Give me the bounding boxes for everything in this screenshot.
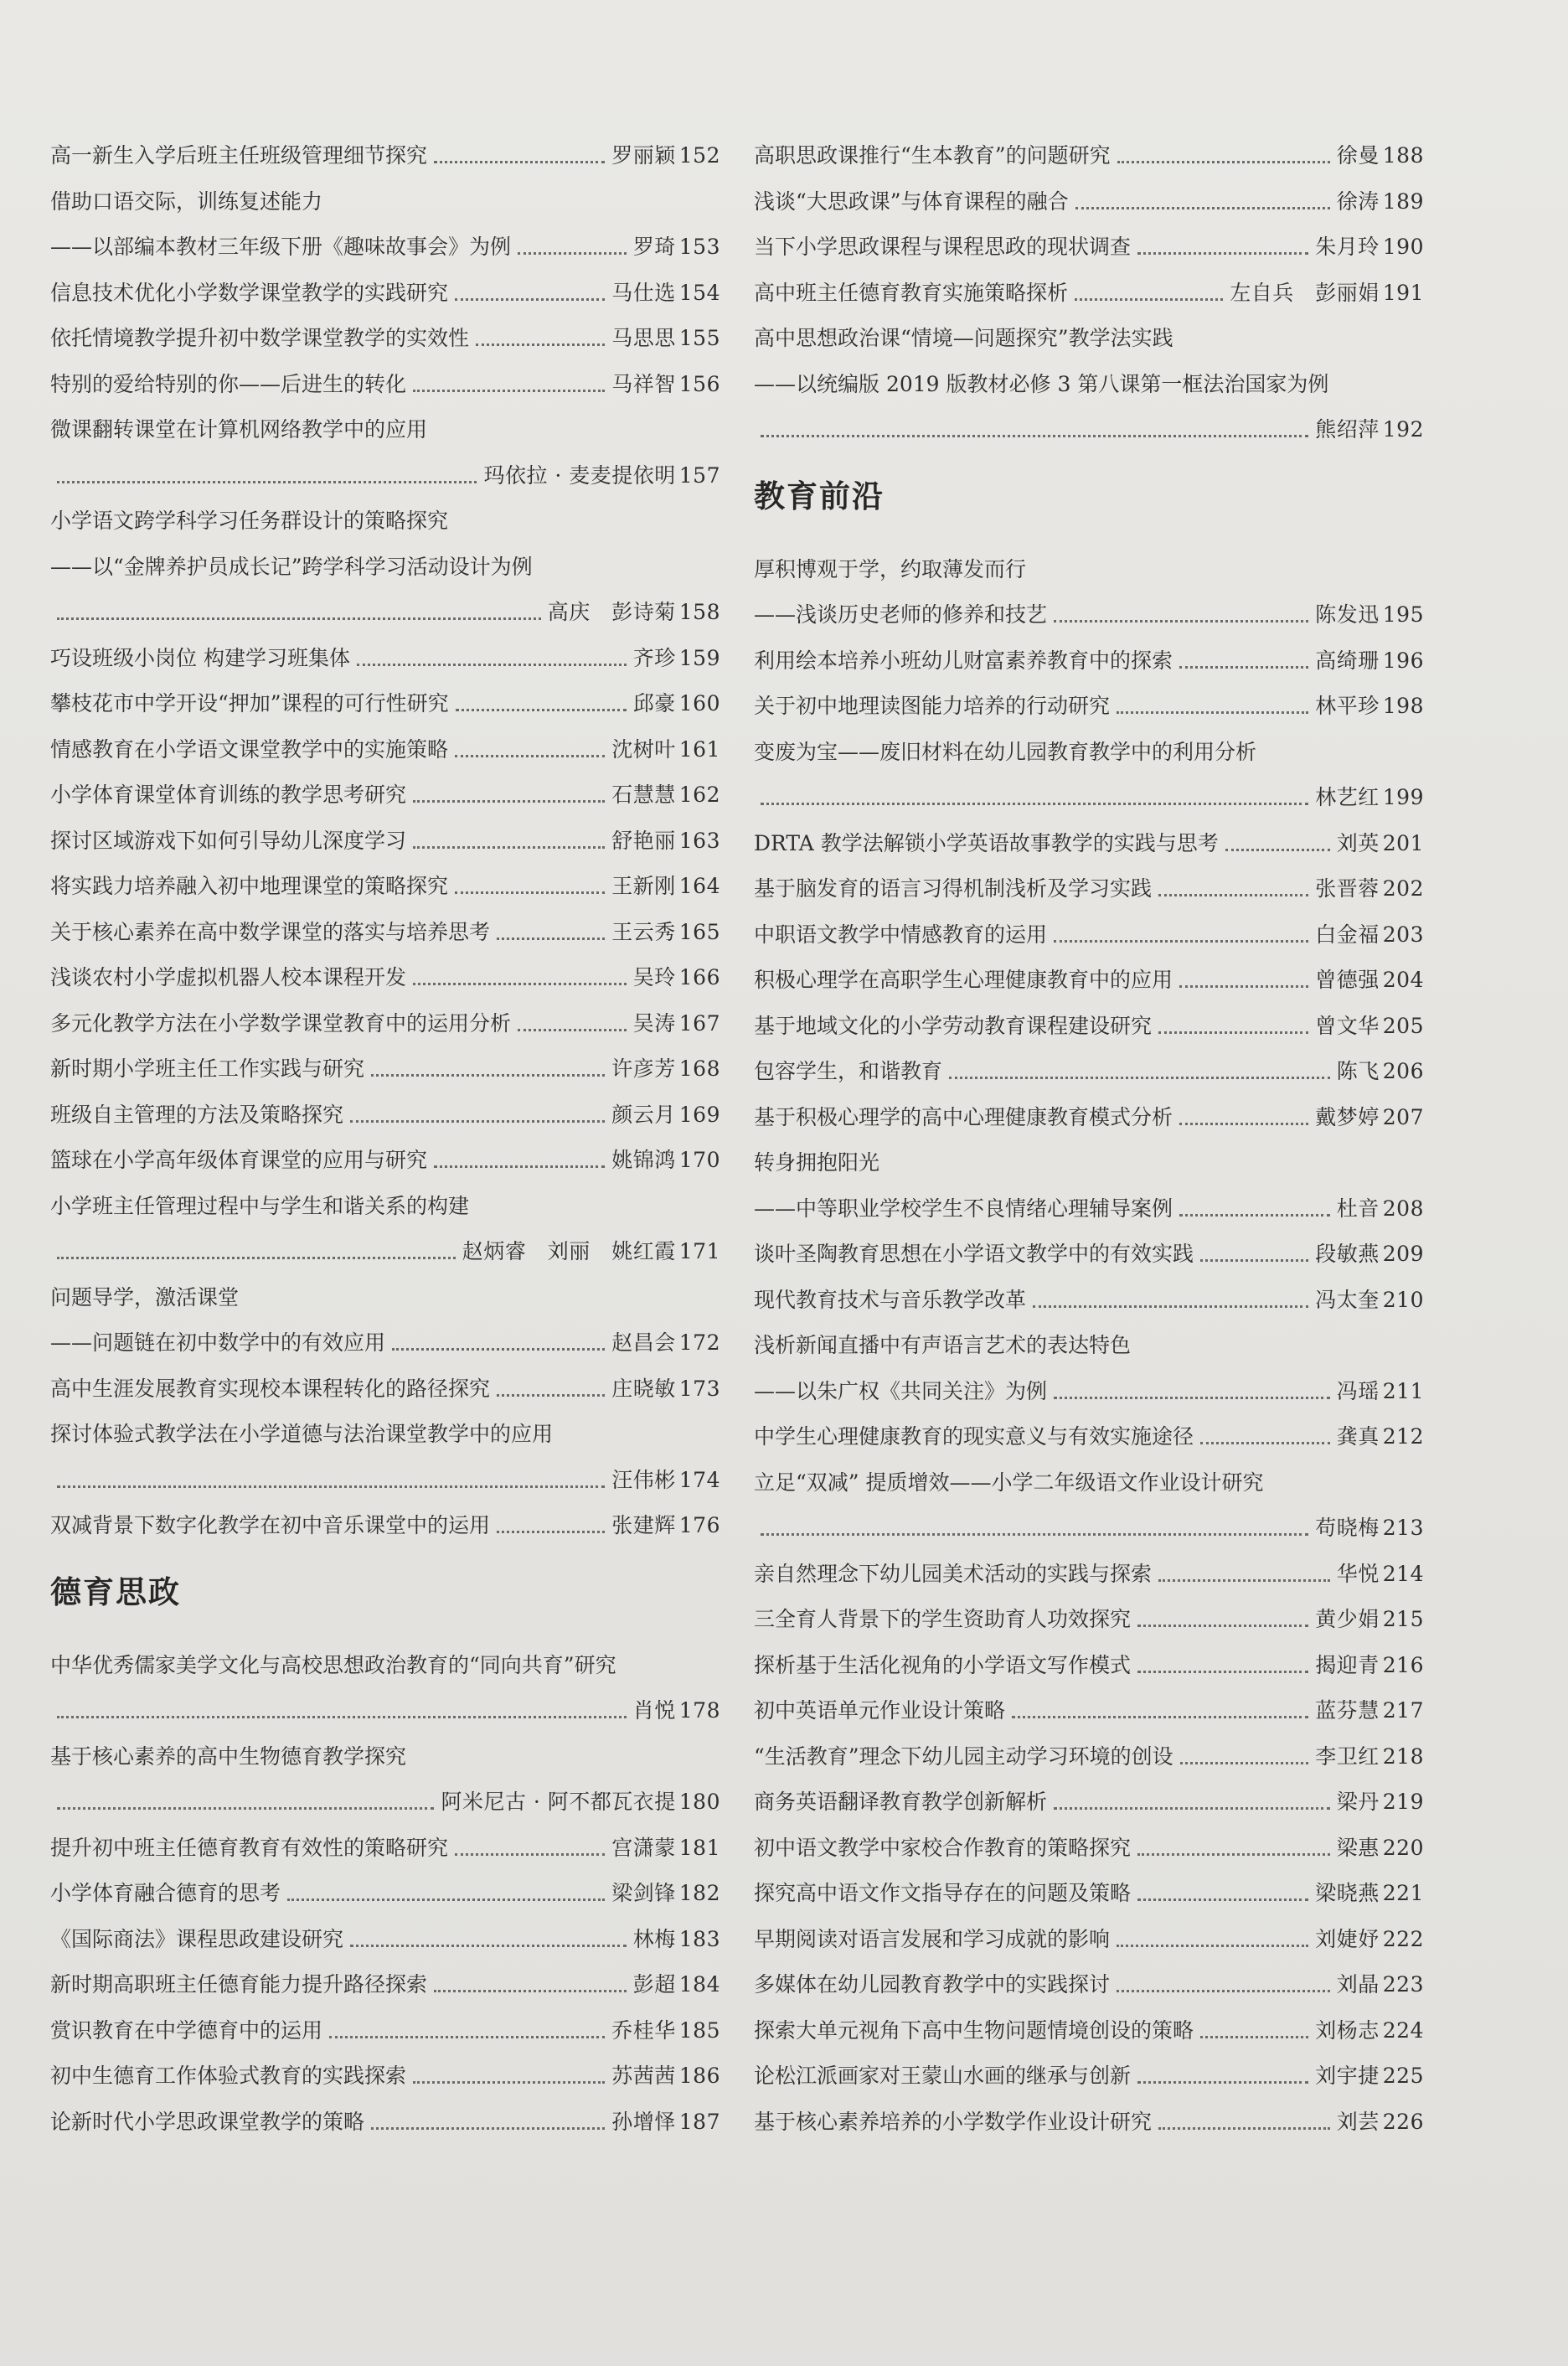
leader-dots: [1158, 894, 1308, 896]
leader-dots: [1158, 2127, 1330, 2130]
entry-author: 朱月玲: [1315, 235, 1380, 259]
entry-title: 基于积极心理学的高中心理健康教育模式分析: [754, 1104, 1173, 1129]
entry-author: 许彦芳: [611, 1056, 676, 1081]
entry-page-number: 165: [678, 919, 720, 944]
entry-title: 赏识教育在中学德育中的运用: [50, 2017, 323, 2043]
leader-dots: [518, 1029, 627, 1031]
entry-page-number: 185: [678, 2017, 720, 2043]
leader-dots: [1200, 1442, 1330, 1444]
leader-dots: [455, 298, 605, 301]
entry-page-number: 218: [1382, 1744, 1424, 1769]
entry-title: DRTA 教学法解锁小学英语故事教学的实践与思考: [754, 830, 1219, 855]
leader-dots: [413, 390, 605, 392]
leader-dots: [57, 1716, 627, 1718]
entry-page-number: 181: [678, 1835, 720, 1860]
entry-author: 汪伟彬: [611, 1467, 676, 1492]
leader-dots: [1137, 1898, 1308, 1901]
entry-page-number: 208: [1382, 1196, 1424, 1221]
entry-author: 马祥智: [611, 371, 676, 396]
entry-subtitle: ——以朱广权《共同关注》为例: [754, 1378, 1048, 1403]
entry-page-number: 219: [1382, 1790, 1424, 1814]
entry-author: 赵炳睿 刘丽 姚红霞: [462, 1239, 676, 1263]
entry-title: 中学生心理健康教育的现实意义与有效实施途径: [754, 1424, 1194, 1449]
leader-dots: [455, 1853, 605, 1856]
entry-title: 班级自主管理的方法及策略探究: [50, 1102, 344, 1127]
entry-page-number: 199: [1382, 785, 1424, 809]
entry-title: 高中班主任德育教育实施策略探析: [754, 280, 1069, 305]
entry-author: 苟晓梅: [1315, 1516, 1380, 1540]
section-heading: 德育思政: [50, 1573, 181, 1610]
entry-title: 《国际商法》课程思政建设研究: [50, 1926, 344, 1951]
entry-author: 左自兵 彭丽娟: [1230, 280, 1380, 305]
entry-author: 沈树叶: [611, 736, 676, 762]
leader-dots: [1075, 298, 1223, 301]
entry-author: 梁剑锋: [611, 1881, 676, 1905]
entry-title: 亲自然理念下幼儿园美术活动的实践与探索: [754, 1561, 1153, 1586]
entry-title: 初中英语单元作业设计策略: [754, 1698, 1006, 1723]
entry-title: 三全育人背景下的学生资助育人功效探究: [754, 1607, 1132, 1631]
entry-author: 乔桂华: [611, 2017, 676, 2043]
entry-author: 孙增怿: [611, 2109, 676, 2134]
entry-page-number: 174: [678, 1467, 720, 1492]
leader-dots: [413, 800, 605, 803]
entry-title: 浅谈“大思政课”与体育课程的融合: [754, 189, 1069, 214]
entry-page-number: 224: [1382, 2017, 1424, 2043]
leader-dots: [1179, 666, 1308, 669]
leader-dots: [350, 1120, 605, 1123]
entry-page-number: 178: [678, 1698, 720, 1723]
entry-page-number: 156: [678, 371, 720, 396]
leader-dots: [57, 617, 541, 620]
entry-author: 张晋蓉: [1315, 876, 1380, 901]
entry-page-number: 161: [678, 736, 720, 762]
leader-dots: [761, 435, 1308, 437]
leader-dots: [371, 1074, 605, 1077]
leader-dots: [1179, 1123, 1308, 1125]
entry-author: 马仕选: [611, 280, 676, 305]
leader-dots: [357, 664, 627, 666]
entry-author: 彭超: [632, 1972, 676, 1997]
entry-author: 马思思: [611, 326, 676, 350]
entry-author: 徐涛: [1336, 189, 1380, 214]
leader-dots: [287, 1898, 605, 1901]
entry-author: 高庆 彭诗菊: [547, 600, 676, 624]
entry-author: 吴玲: [632, 965, 676, 989]
entry-title: 包容学生，和谐教育: [754, 1059, 943, 1083]
entry-page-number: 172: [678, 1330, 720, 1355]
entry-title: 探析基于生活化视角的小学语文写作模式: [754, 1652, 1132, 1677]
entry-author: 林梅: [632, 1926, 676, 1951]
entry-title: 立足“双减” 提质增效——小学二年级语文作业设计研究: [754, 1470, 1264, 1495]
entry-page-number: 201: [1382, 830, 1424, 855]
entry-subtitle: ——以“金牌养护员成长记”跨学科学习活动设计为例: [50, 554, 533, 579]
leader-dots: [1137, 252, 1308, 255]
entry-title: 攀枝花市中学开设“押加”课程的可行性研究: [50, 691, 449, 715]
entry-page-number: 211: [1382, 1378, 1424, 1403]
entry-author: 白金福: [1315, 922, 1380, 947]
entry-page-number: 223: [1382, 1972, 1424, 1997]
entry-author: 赵昌会: [611, 1330, 676, 1355]
entry-title: 问题导学，激活课堂: [50, 1284, 240, 1310]
leader-dots: [1117, 1990, 1330, 1992]
entry-title: 商务英语翻译教育教学创新解析: [754, 1790, 1048, 1814]
entry-title: 浅谈农村小学虚拟机器人校本课程开发: [50, 965, 407, 989]
leader-dots: [497, 1394, 605, 1397]
entry-page-number: 159: [678, 645, 720, 670]
entry-title: 变废为宝——废旧材料在幼儿园教育教学中的利用分析: [754, 739, 1257, 764]
entry-title: 多元化教学方法在小学数学课堂教育中的运用分析: [50, 1010, 512, 1036]
entry-title: 浅析新闻直播中有声语言艺术的表达特色: [754, 1333, 1132, 1357]
entry-page-number: 168: [678, 1056, 720, 1081]
entry-author: 林艺红: [1315, 785, 1380, 809]
entry-author: 熊绍萍: [1315, 417, 1380, 442]
entry-subtitle: ——浅谈历史老师的修养和技艺: [754, 602, 1048, 627]
entry-page-number: 173: [678, 1376, 720, 1401]
entry-author: 玛依拉 · 麦麦提依明: [483, 462, 676, 488]
entry-title: 高职思政课推行“生本教育”的问题研究: [754, 143, 1111, 168]
entry-page-number: 183: [678, 1926, 720, 1951]
entry-title: 基于地域文化的小学劳动教育课程建设研究: [754, 1013, 1153, 1038]
entry-author: 刘婕妤: [1315, 1926, 1380, 1951]
entry-page-number: 220: [1382, 1835, 1424, 1860]
entry-title: 小学体育融合德育的思考: [50, 1881, 281, 1905]
entry-title: 利用绘本培养小班幼儿财富素养教育中的探索: [754, 648, 1173, 673]
leader-dots: [476, 344, 605, 346]
entry-author: 刘宇捷: [1315, 2064, 1380, 2088]
leader-dots: [392, 1348, 605, 1351]
entry-title: 将实践力培养融入初中地理课堂的策略探究: [50, 874, 449, 898]
entry-author: 颜云月: [611, 1102, 676, 1127]
entry-author: 邱豪: [632, 691, 676, 715]
entry-title: 基于脑发育的语言习得机制浅析及学习实践: [754, 876, 1153, 901]
entry-title: 提升初中班主任德育教育有效性的策略研究: [50, 1835, 449, 1860]
entry-title: 探究高中语文作文指导存在的问题及策略: [754, 1881, 1132, 1905]
entry-title: 关于初中地理读图能力培养的行动研究: [754, 694, 1111, 718]
entry-title: 新时期小学班主任工作实践与研究: [50, 1056, 365, 1081]
entry-page-number: 215: [1382, 1607, 1424, 1631]
entry-author: 冯太奎: [1315, 1287, 1380, 1312]
leader-dots: [497, 1531, 605, 1533]
entry-author: 罗琦: [632, 235, 676, 259]
leader-dots: [497, 938, 605, 940]
entry-title: 探讨区域游戏下如何引导幼儿深度学习: [50, 828, 407, 853]
entry-author: 肖悦: [632, 1698, 676, 1723]
leader-dots: [1054, 1807, 1330, 1810]
entry-author: 王新刚: [611, 874, 676, 898]
entry-title: 当下小学思政课程与课程思政的现状调查: [754, 235, 1132, 259]
entry-author: 庄晓敏: [611, 1376, 676, 1401]
entry-title: 基于核心素养培养的小学数学作业设计研究: [754, 2109, 1153, 2134]
entry-page-number: 190: [1382, 235, 1424, 259]
entry-page-number: 217: [1382, 1698, 1424, 1723]
leader-dots: [57, 1807, 434, 1810]
entry-author: 王云秀: [611, 919, 676, 944]
entry-author: 罗丽颖: [611, 143, 676, 168]
entry-title: 初中生德育工作体验式教育的实践探索: [50, 2064, 407, 2088]
entry-author: 曾文华: [1315, 1013, 1380, 1038]
leader-dots: [434, 1990, 627, 1992]
entry-title: 探索大单元视角下高中生物问题情境创设的策略: [754, 2017, 1194, 2043]
entry-page-number: 202: [1382, 876, 1424, 901]
entry-page-number: 191: [1382, 280, 1424, 305]
entry-title: 小学班主任管理过程中与学生和谐关系的构建: [50, 1193, 470, 1218]
leader-dots: [1158, 1579, 1330, 1582]
entry-page-number: 152: [678, 143, 720, 168]
entry-page-number: 184: [678, 1972, 720, 1997]
entry-author: 揭迎青: [1315, 1652, 1380, 1677]
entry-author: 杜音: [1336, 1196, 1380, 1221]
leader-dots: [456, 709, 627, 711]
leader-dots: [57, 1257, 456, 1259]
leader-dots: [434, 1165, 605, 1168]
leader-dots: [371, 2127, 605, 2130]
entry-title: 多媒体在幼儿园教育教学中的实践探讨: [754, 1972, 1111, 1997]
entry-page-number: 158: [678, 600, 720, 624]
entry-author: 阿米尼古 · 阿不都瓦衣提: [441, 1790, 676, 1814]
entry-page-number: 170: [678, 1148, 720, 1172]
leader-dots: [1054, 940, 1308, 943]
entry-author: 徐曼: [1336, 143, 1380, 168]
entry-page-number: 162: [678, 783, 720, 807]
entry-author: 陈发迅: [1315, 602, 1380, 627]
entry-subtitle: ——以统编版 2019 版教材必修 3 第八课第一框法治国家为例: [754, 371, 1329, 396]
entry-page-number: 155: [678, 326, 720, 350]
leader-dots: [455, 755, 605, 757]
leader-dots: [413, 983, 627, 985]
entry-page-number: 166: [678, 965, 720, 989]
entry-page-number: 195: [1382, 602, 1424, 627]
entry-author: 林平珍: [1315, 694, 1380, 718]
leader-dots: [761, 803, 1308, 805]
entry-title: 高一新生入学后班主任班级管理细节探究: [50, 143, 428, 168]
entry-page-number: 225: [1382, 2064, 1424, 2088]
entry-page-number: 214: [1382, 1561, 1424, 1586]
entry-page-number: 160: [678, 691, 720, 715]
section-heading: 教育前沿: [754, 478, 885, 514]
entry-author: 冯瑶: [1336, 1378, 1380, 1403]
leader-dots: [949, 1077, 1330, 1079]
entry-title: 小学体育课堂体育训练的教学思考研究: [50, 783, 407, 807]
leader-dots: [350, 1945, 627, 1947]
entry-title: 巧设班级小岗位 构建学习班集体: [50, 645, 350, 670]
leader-dots: [1200, 1259, 1308, 1262]
entry-title: 论松江派画家对王蒙山水画的继承与创新: [754, 2064, 1132, 2088]
leader-dots: [1117, 711, 1308, 714]
leader-dots: [1179, 1214, 1330, 1217]
entry-title: 双减背景下数字化教学在初中音乐课堂中的运用: [50, 1513, 491, 1537]
entry-title: 转身拥抱阳光: [754, 1150, 880, 1175]
leader-dots: [57, 1485, 605, 1488]
entry-author: 曾德强: [1315, 968, 1380, 992]
leader-dots: [1075, 207, 1330, 209]
entry-author: 高绮珊: [1315, 648, 1380, 673]
entry-title: 现代教育技术与音乐教学改革: [754, 1287, 1027, 1312]
leader-dots: [434, 161, 605, 163]
leader-dots: [413, 2081, 605, 2084]
entry-title: 高中生涯发展教育实现校本课程转化的路径探究: [50, 1376, 491, 1401]
entry-page-number: 205: [1382, 1013, 1424, 1038]
entry-page-number: 196: [1382, 648, 1424, 673]
leader-dots: [1137, 2081, 1308, 2084]
entry-subtitle: ——问题链在初中数学中的有效应用: [50, 1330, 386, 1355]
leader-dots: [1225, 849, 1330, 851]
leader-dots: [1054, 1397, 1330, 1399]
entry-author: 李卫红: [1315, 1744, 1380, 1769]
entry-author: 梁晓燕: [1315, 1881, 1380, 1905]
entry-title: 早期阅读对语言发展和学习成就的影响: [754, 1926, 1111, 1951]
leader-dots: [1137, 1625, 1308, 1627]
leader-dots: [1200, 2036, 1308, 2038]
entry-page-number: 167: [678, 1010, 720, 1036]
entry-author: 刘杨志: [1315, 2017, 1380, 2043]
entry-author: 吴涛: [632, 1010, 676, 1036]
entry-title: 积极心理学在高职学生心理健康教育中的应用: [754, 968, 1173, 992]
leader-dots: [1180, 1762, 1309, 1764]
entry-page-number: 198: [1382, 694, 1424, 718]
leader-dots: [1158, 1031, 1308, 1034]
entry-title: 关于核心素养在高中数学课堂的落实与培养思考: [50, 919, 491, 944]
leader-dots: [761, 1533, 1308, 1536]
entry-subtitle: ——以部编本教材三年级下册《趣味故事会》为例: [50, 235, 512, 259]
entry-page-number: 222: [1382, 1926, 1424, 1951]
entry-title: 初中语文教学中家校合作教育的策略探究: [754, 1835, 1132, 1860]
entry-author: 刘英: [1336, 830, 1380, 855]
entry-page-number: 204: [1382, 968, 1424, 992]
entry-author: 姚锦鸿: [611, 1148, 676, 1172]
leader-dots: [1117, 1945, 1308, 1947]
entry-page-number: 176: [678, 1513, 720, 1537]
entry-author: 龚真: [1336, 1424, 1380, 1449]
entry-author: 梁丹: [1336, 1790, 1380, 1814]
entry-title: 篮球在小学高年级体育课堂的应用与研究: [50, 1148, 428, 1172]
entry-page-number: 206: [1382, 1059, 1424, 1083]
entry-author: 华悦: [1336, 1561, 1380, 1586]
leader-dots: [1179, 985, 1308, 988]
leader-dots: [1012, 1716, 1308, 1718]
entry-title: 情感教育在小学语文课堂教学中的实施策略: [50, 736, 449, 762]
entry-author: 段敏燕: [1315, 1242, 1380, 1266]
entry-page-number: 164: [678, 874, 720, 898]
entry-title: “生活教育”理念下幼儿园主动学习环境的创设: [754, 1744, 1173, 1769]
entry-page-number: 153: [678, 235, 720, 259]
entry-page-number: 207: [1382, 1104, 1424, 1129]
entry-page-number: 192: [1382, 417, 1424, 442]
entry-author: 齐珍: [632, 645, 676, 670]
entry-title: 新时期高职班主任德育能力提升路径探索: [50, 1972, 428, 1997]
entry-title: 微课翻转课堂在计算机网络教学中的应用: [50, 417, 428, 442]
entry-page-number: 188: [1382, 143, 1424, 168]
entry-page-number: 180: [678, 1790, 720, 1814]
entry-page-number: 216: [1382, 1652, 1424, 1677]
entry-title: 信息技术优化小学数学课堂教学的实践研究: [50, 280, 449, 305]
leader-dots: [1054, 620, 1308, 622]
entry-page-number: 221: [1382, 1881, 1424, 1905]
leader-dots: [329, 2036, 605, 2038]
entry-page-number: 212: [1382, 1424, 1424, 1449]
leader-dots: [413, 846, 605, 849]
entry-author: 戴梦婷: [1315, 1104, 1380, 1129]
entry-author: 张建辉: [611, 1513, 676, 1537]
entry-page-number: 169: [678, 1102, 720, 1127]
leader-dots: [1137, 1671, 1308, 1673]
entry-author: 蓝芬慧: [1315, 1698, 1380, 1723]
entry-author: 刘晶: [1336, 1972, 1380, 1997]
entry-title: 基于核心素养的高中生物德育教学探究: [50, 1744, 407, 1769]
entry-author: 苏茜茜: [611, 2064, 676, 2088]
entry-page-number: 157: [678, 462, 720, 488]
entry-page-number: 182: [678, 1881, 720, 1905]
entry-title: 特别的爱给特别的你——后进生的转化: [50, 371, 407, 396]
entry-page-number: 213: [1382, 1516, 1424, 1540]
entry-subtitle: ——中等职业学校学生不良情绪心理辅导案例: [754, 1196, 1173, 1221]
entry-page-number: 163: [678, 828, 720, 853]
entry-author: 宫潇蒙: [611, 1835, 676, 1860]
entry-author: 梁惠: [1336, 1835, 1380, 1860]
entry-title: 借助口语交际，训练复述能力: [50, 189, 323, 214]
entry-title: 谈叶圣陶教育思想在小学语文教学中的有效实践: [754, 1242, 1194, 1266]
entry-page-number: 187: [678, 2109, 720, 2134]
entry-page-number: 189: [1382, 189, 1424, 214]
entry-page-number: 203: [1382, 922, 1424, 947]
entry-page-number: 210: [1382, 1287, 1424, 1312]
entry-page-number: 171: [678, 1239, 720, 1263]
leader-dots: [518, 252, 627, 255]
leader-dots: [1033, 1305, 1308, 1308]
entry-page-number: 226: [1382, 2109, 1424, 2134]
entry-page-number: 209: [1382, 1242, 1424, 1266]
entry-title: 小学语文跨学科学习任务群设计的策略探究: [50, 509, 449, 533]
leader-dots: [57, 481, 477, 483]
entry-author: 刘芸: [1336, 2109, 1380, 2134]
leader-dots: [1137, 1853, 1330, 1856]
entry-title: 中职语文教学中情感教育的运用: [754, 922, 1048, 947]
entry-title: 依托情境教学提升初中数学课堂教学的实效性: [50, 326, 470, 350]
entry-title: 高中思想政治课“情境—问题探究”教学法实践: [754, 326, 1173, 350]
entry-title: 论新时代小学思政课堂教学的策略: [50, 2109, 365, 2134]
leader-dots: [455, 891, 605, 894]
entry-author: 舒艳丽: [611, 828, 676, 853]
entry-author: 陈飞: [1336, 1059, 1380, 1083]
entry-author: 黄少娟: [1315, 1607, 1380, 1631]
entry-title: 厚积博观于学，约取薄发而行: [754, 556, 1027, 581]
entry-page-number: 186: [678, 2064, 720, 2088]
entry-author: 石慧慧: [611, 783, 676, 807]
entry-title: 中华优秀儒家美学文化与高校思想政治教育的“同向共育”研究: [50, 1652, 616, 1677]
entry-title: 探讨体验式教学法在小学道德与法治课堂教学中的应用: [50, 1422, 554, 1446]
leader-dots: [1117, 161, 1330, 163]
entry-page-number: 154: [678, 280, 720, 305]
